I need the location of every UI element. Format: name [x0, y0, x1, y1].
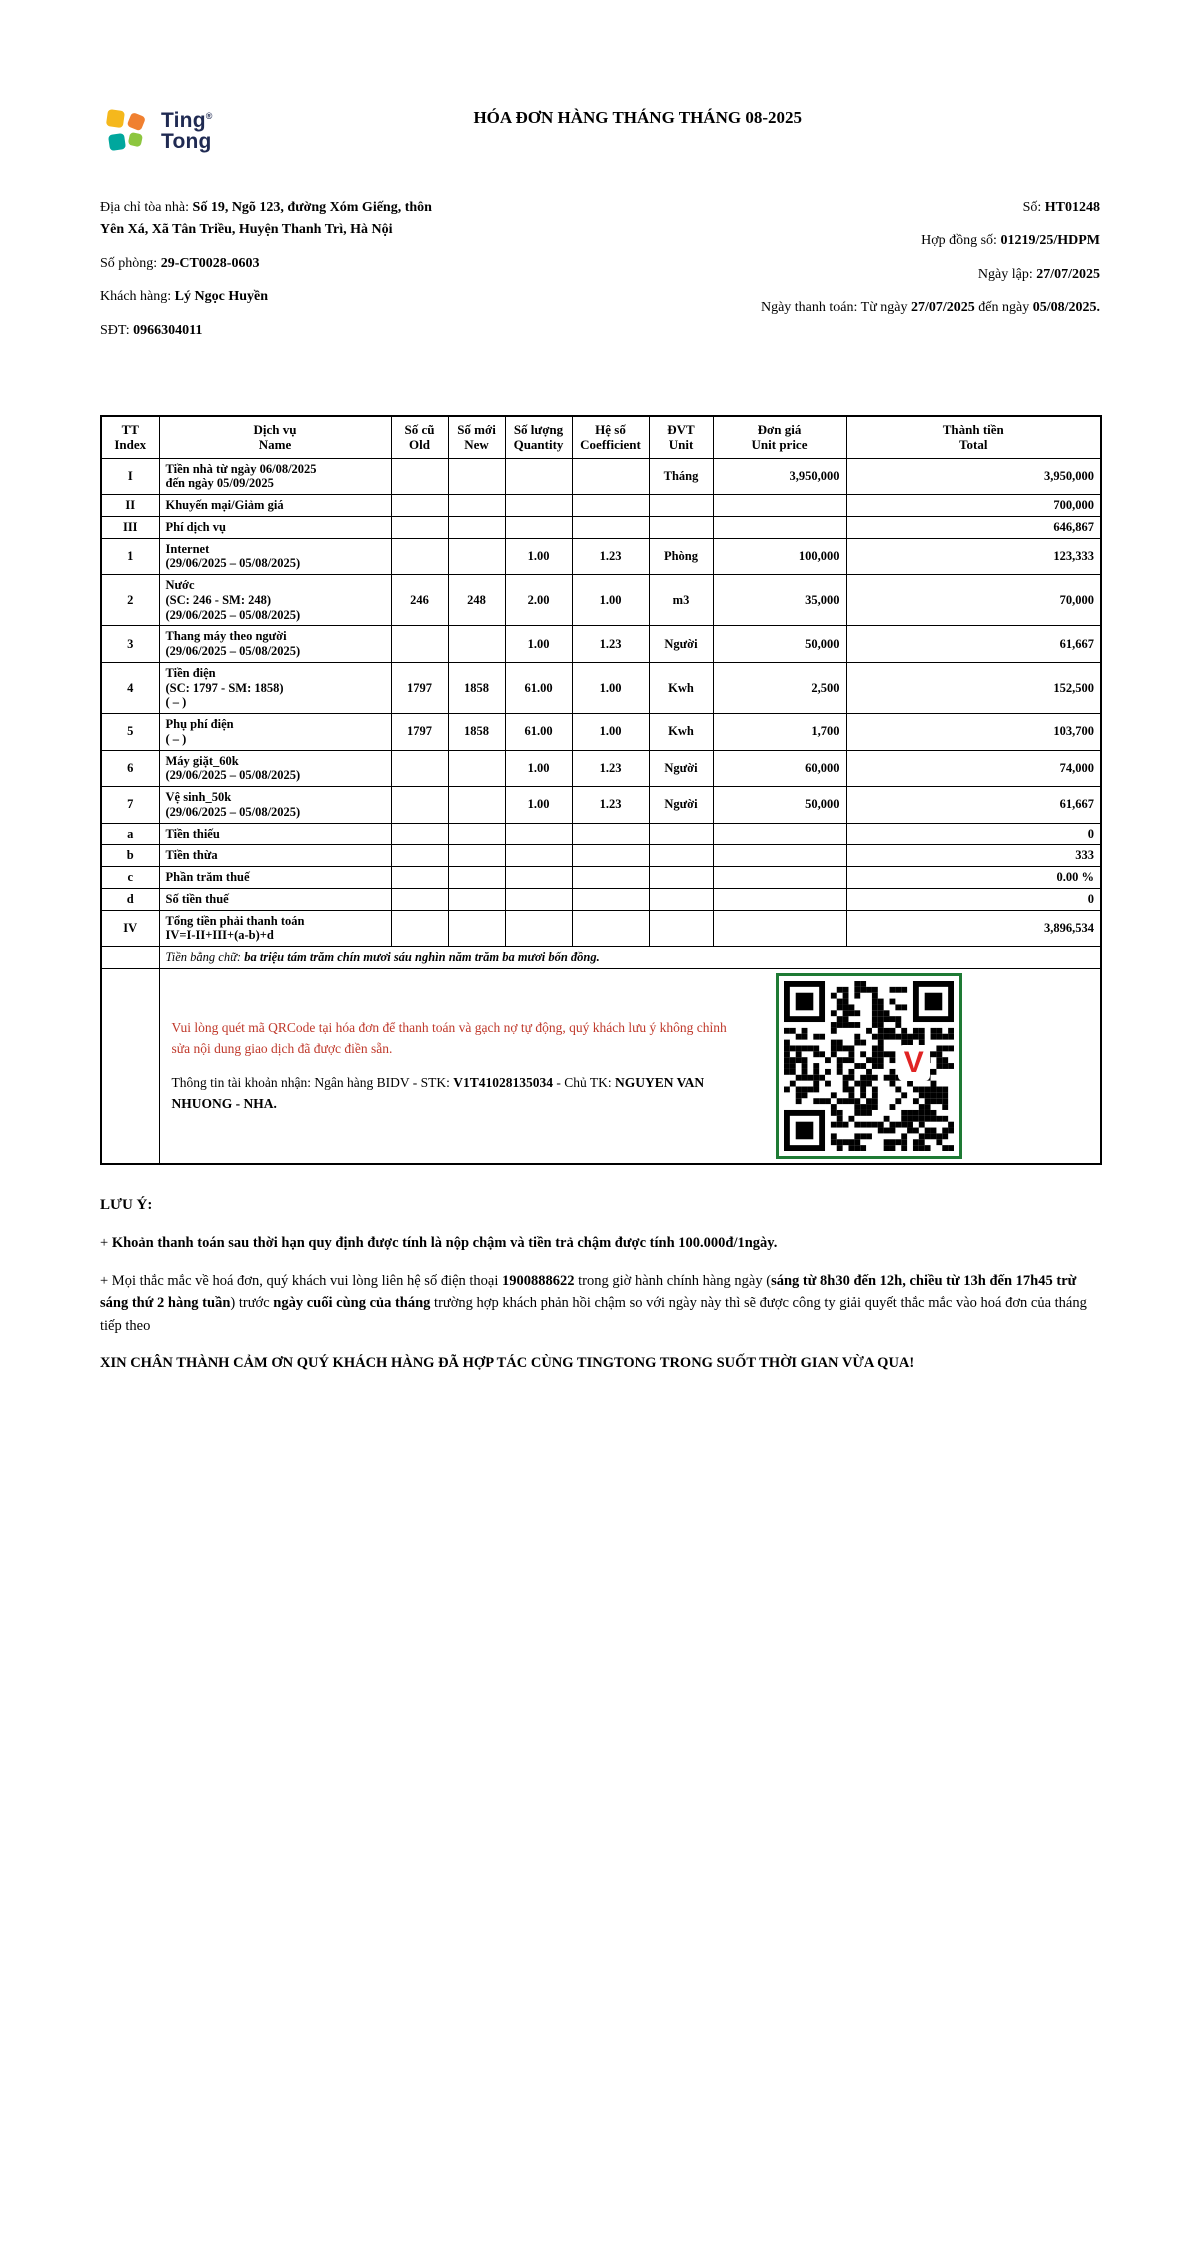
- cell-total: 3,896,534: [846, 910, 1101, 947]
- cell-unit-price: 60,000: [713, 750, 846, 787]
- room-number-line: [100, 253, 435, 275]
- header-label-en: Unit: [668, 437, 694, 453]
- qr-payment-cell: [159, 968, 1101, 1164]
- cell-coefficient: [572, 458, 649, 495]
- cell-old-reading: 1797: [391, 662, 448, 713]
- text-segment: Hợp đồng số:: [921, 233, 1001, 249]
- cell-old-reading: [391, 867, 448, 889]
- cell-coefficient: [572, 888, 649, 910]
- cell-coefficient: [572, 867, 649, 889]
- cell-total: 0: [846, 888, 1101, 910]
- cell-old-reading: [391, 495, 448, 517]
- header-label-vi: ĐVT: [667, 421, 695, 437]
- text-segment: - Chủ TK:: [552, 1074, 615, 1090]
- cell-unit-price: 1,700: [713, 714, 846, 751]
- cell-quantity: [505, 458, 572, 495]
- text-segment: HT01248: [1044, 200, 1100, 215]
- text-segment: 29-CT0028-0603: [160, 255, 260, 271]
- cell-new-reading: 248: [448, 575, 505, 626]
- cell-service-name: Phần trăm thuế: [159, 867, 391, 889]
- text-segment: 01219/25/HDPM: [1000, 233, 1100, 249]
- issue-date-line: [750, 264, 1100, 286]
- text-segment: Số phòng:: [100, 255, 161, 271]
- cell-old-reading: [391, 538, 448, 575]
- cell-unit: [649, 823, 713, 845]
- cell-new-reading: [448, 888, 505, 910]
- cell-unit: Phòng: [649, 538, 713, 575]
- text-segment: 05/08/2025.: [1032, 300, 1100, 316]
- qr-payment-text: [166, 1018, 777, 1115]
- header-label-en: Coefficient: [580, 437, 641, 453]
- cell-unit: [649, 516, 713, 538]
- customer-name-line: [100, 286, 435, 308]
- table-row: [101, 575, 1101, 626]
- header-label-en: Unit price: [751, 437, 808, 453]
- header-label-en: New: [464, 437, 489, 453]
- cell-unit: Người: [649, 750, 713, 787]
- cell-new-reading: [448, 787, 505, 824]
- header-label-vi: Thành tiền: [942, 421, 1004, 437]
- hotline-note: [100, 1270, 1100, 1337]
- cell-service-name: Tổng tiền phải thanh toán IV=I-II+III+(a-b)+d: [159, 910, 391, 947]
- cell-unit: [649, 495, 713, 517]
- cell-index: 1: [101, 538, 159, 575]
- text-segment: ngày cuối cùng của tháng: [273, 1295, 431, 1312]
- cell-new-reading: [448, 845, 505, 867]
- table-row: [101, 910, 1101, 947]
- text-segment: Khách hàng:: [100, 289, 175, 305]
- text-segment: SĐT:: [100, 322, 134, 338]
- cell-index: IV: [101, 910, 159, 947]
- table-row: [101, 867, 1101, 889]
- text-segment: đến ngày: [974, 300, 1033, 316]
- cell-service-name: Thang máy theo người (29/06/2025 – 05/08/2025): [159, 626, 391, 663]
- cell-service-name: Tiền thiếu: [159, 823, 391, 845]
- header-label-en: Quantity: [513, 437, 564, 453]
- cell-service-name: Phí dịch vụ: [159, 516, 391, 538]
- invoice-title: HÓA ĐƠN HÀNG THÁNG THÁNG 08-2025: [473, 108, 802, 127]
- cell-quantity: [505, 888, 572, 910]
- cell-service-name: Phụ phí điện ( – ): [159, 714, 391, 751]
- cell-service-name: Vệ sinh_50k (29/06/2025 – 05/08/2025): [159, 787, 391, 824]
- cell-index: 2: [101, 575, 159, 626]
- cell-new-reading: 1858: [448, 662, 505, 713]
- header-label-vi: Số mới: [457, 421, 496, 437]
- header-label-en: Name: [258, 437, 292, 453]
- cell-total: 333: [846, 845, 1101, 867]
- qr-payment-row: [101, 968, 1101, 1164]
- header-label-vi: Số cũ: [404, 421, 435, 437]
- table-footer-rows: [101, 947, 1101, 1165]
- cell-quantity: 1.00: [505, 787, 572, 824]
- header-label-en: Index: [114, 437, 147, 453]
- table-row: [101, 714, 1101, 751]
- cell-old-reading: [391, 845, 448, 867]
- cell-new-reading: [448, 750, 505, 787]
- cell-unit-price: 3,950,000: [713, 458, 846, 495]
- amount-in-words-label: Tiền bằng chữ:: [165, 950, 245, 965]
- cell-new-reading: [448, 626, 505, 663]
- cell-total: 3,950,000: [846, 458, 1101, 495]
- cell-new-reading: [448, 458, 505, 495]
- cell-coefficient: [572, 845, 649, 867]
- qr-code: [776, 973, 962, 1159]
- cell-index: 3: [101, 626, 159, 663]
- cell-coefficient: [572, 495, 649, 517]
- vietqr-v-logo: V: [898, 1045, 930, 1081]
- cell-new-reading: [448, 495, 505, 517]
- text-segment: V1T41028135034: [453, 1074, 553, 1090]
- cell-unit-price: [713, 910, 846, 947]
- qr-payment-layout: [166, 973, 1095, 1159]
- cell-old-reading: [391, 823, 448, 845]
- tingtong-logo: [100, 105, 213, 157]
- text-segment: + Mọi thắc mắc về hoá đơn, quý khách vui lòng liên hệ số điện thoại: [100, 1272, 503, 1289]
- cell-quantity: 1.00: [505, 626, 572, 663]
- text-segment: Lý Ngọc Huyền: [174, 289, 268, 305]
- cell-unit-price: [713, 845, 846, 867]
- header-label-vi: Đơn giá: [757, 421, 802, 437]
- column-header-service: [159, 416, 391, 458]
- column-header-index: [101, 416, 159, 458]
- cell-old-reading: [391, 750, 448, 787]
- cell-unit: m3: [649, 575, 713, 626]
- cell-index: c: [101, 867, 159, 889]
- cell-quantity: 61.00: [505, 714, 572, 751]
- table-row: [101, 823, 1101, 845]
- bank-account-info: [172, 1073, 749, 1115]
- table-row: [101, 845, 1101, 867]
- cell-new-reading: [448, 516, 505, 538]
- cell-quantity: [505, 495, 572, 517]
- cell-coefficient: [572, 516, 649, 538]
- cell-service-name: Internet (29/06/2025 – 05/08/2025): [159, 538, 391, 575]
- cell-index: 6: [101, 750, 159, 787]
- cell-old-reading: [391, 787, 448, 824]
- cell-unit-price: [713, 867, 846, 889]
- cell-new-reading: [448, 538, 505, 575]
- text-segment: Ngày lập:: [977, 266, 1037, 282]
- table-row: [101, 888, 1101, 910]
- cell-total: 103,700: [846, 714, 1101, 751]
- cell-coefficient: 1.00: [572, 662, 649, 713]
- cell-quantity: 1.00: [505, 750, 572, 787]
- text-segment: Số:: [1022, 200, 1045, 215]
- column-header-unit-price: [713, 416, 846, 458]
- header-label-vi: Hệ số: [595, 421, 626, 437]
- invoice-number-line: [750, 197, 1100, 219]
- text-segment: ) trước: [230, 1295, 274, 1312]
- cell-unit: [649, 845, 713, 867]
- cell-service-name: Nước (SC: 246 - SM: 248) (29/06/2025 – 05/08/2025): [159, 575, 391, 626]
- cell-index: d: [101, 888, 159, 910]
- cell-unit-price: [713, 516, 846, 538]
- cell-quantity: [505, 910, 572, 947]
- amount-in-words-value: ba triệu tám trăm chín mươi sáu nghìn năm trăm ba mươi bốn đồng.: [244, 950, 600, 965]
- cell-quantity: 2.00: [505, 575, 572, 626]
- cell-unit-price: [713, 888, 846, 910]
- invoice-header: [100, 105, 1100, 157]
- cell-quantity: 1.00: [505, 538, 572, 575]
- text-segment: 1900888622: [502, 1272, 575, 1289]
- cell-unit: Người: [649, 626, 713, 663]
- table-row: [101, 787, 1101, 824]
- cell-total: 70,000: [846, 575, 1101, 626]
- cell-service-name: Tiền nhà từ ngày 06/08/2025 đến ngày 05/09/2025: [159, 458, 391, 495]
- text-segment: trường hợp khách phản hồi chậm so với ngày này thì sẽ được công ty giải quyết thắc mắc vào hoá đơn của tháng tiếp theo: [100, 1295, 1087, 1334]
- cell-index: II: [101, 495, 159, 517]
- header-label-en: Total: [959, 437, 988, 453]
- text-segment: 0966304011: [133, 322, 203, 338]
- cell-service-name: Máy giặt_60k (29/06/2025 – 05/08/2025): [159, 750, 391, 787]
- customer-info-column: [100, 197, 435, 353]
- text-segment: +: [100, 1235, 112, 1252]
- cell-old-reading: [391, 626, 448, 663]
- table-row: [101, 495, 1101, 517]
- wordmark-line-1: [161, 110, 213, 131]
- header-label-vi: TT: [121, 421, 139, 437]
- cell-index: III: [101, 516, 159, 538]
- cell-unit: [649, 888, 713, 910]
- cell-unit-price: 50,000: [713, 626, 846, 663]
- table-row: [101, 516, 1101, 538]
- cell-total: 61,667: [846, 626, 1101, 663]
- cell-quantity: [505, 845, 572, 867]
- cell-new-reading: 1858: [448, 714, 505, 751]
- text-segment: 27/07/2025: [1036, 266, 1100, 282]
- cell-coefficient: 1.23: [572, 787, 649, 824]
- cell-coefficient: 1.00: [572, 575, 649, 626]
- table-header-row: [101, 416, 1101, 458]
- cell-total: 0.00 %: [846, 867, 1101, 889]
- column-header-old: [391, 416, 448, 458]
- cell-total: 0: [846, 823, 1101, 845]
- cell-index: 7: [101, 787, 159, 824]
- cell-quantity: 61.00: [505, 662, 572, 713]
- invoice-table-body: [101, 458, 1101, 947]
- cell-index: a: [101, 823, 159, 845]
- cell-coefficient: 1.00: [572, 714, 649, 751]
- cell-service-name: Khuyến mại/Giảm giá: [159, 495, 391, 517]
- cell-index: [101, 968, 159, 1164]
- cell-unit: Tháng: [649, 458, 713, 495]
- column-header-total: [846, 416, 1101, 458]
- cell-unit: Người: [649, 787, 713, 824]
- cell-unit: [649, 867, 713, 889]
- header-label-vi: Dịch vụ: [253, 421, 297, 437]
- tingtong-wordmark: [161, 110, 213, 153]
- cell-unit: [649, 910, 713, 947]
- header-label-vi: Số lượng: [513, 421, 564, 437]
- notes-section: [100, 1197, 1100, 1374]
- text-segment: Số 19, Ngõ 123, đường Xóm Giếng, thôn Yên Xá, Xã Tân Triều, Huyện Thanh Trì, Hà Nội: [100, 200, 432, 238]
- amount-in-words-row: [101, 947, 1101, 969]
- contract-number-line: [750, 230, 1100, 252]
- table-row: [101, 750, 1101, 787]
- registered-mark: ®: [205, 110, 213, 121]
- column-header-quantity: [505, 416, 572, 458]
- text-segment: NGUYEN VAN NHUONG - NHA.: [171, 1074, 705, 1111]
- phone-number-line: [100, 320, 435, 342]
- notes-heading: LƯU Ý:: [100, 1197, 153, 1214]
- cell-service-name: Số tiền thuế: [159, 888, 391, 910]
- table-row: [101, 662, 1101, 713]
- cell-total: 74,000: [846, 750, 1101, 787]
- invoice-table-head: [101, 416, 1101, 458]
- cell-coefficient: 1.23: [572, 538, 649, 575]
- cell-old-reading: [391, 458, 448, 495]
- cell-old-reading: [391, 516, 448, 538]
- cell-index: 4: [101, 662, 159, 713]
- thank-you-note: XIN CHÂN THÀNH CẢM ƠN QUÝ KHÁCH HÀNG ĐÃ HỢP TÁC CÙNG TINGTONG TRONG SUỐT THỜI GIAN VỪA QUA!: [100, 1355, 915, 1372]
- brand-tong: Tong: [161, 130, 212, 153]
- text-segment: Ngày thanh toán: Từ ngày: [760, 300, 911, 316]
- cell-service-name: Tiền thừa: [159, 845, 391, 867]
- cell-old-reading: 1797: [391, 714, 448, 751]
- cell-total: 700,000: [846, 495, 1101, 517]
- qr-instruction-note: Vui lòng quét mã QRCode tại hóa đơn để thanh toán và gạch nợ tự động, quý khách lưu ý không chỉnh sửa nội dung giao dịch đã được điền sẵn.: [171, 1019, 727, 1056]
- late-payment-note: [100, 1232, 1100, 1254]
- cell-unit-price: 2,500: [713, 662, 846, 713]
- cell-coefficient: [572, 910, 649, 947]
- cell-unit-price: [713, 495, 846, 517]
- column-header-unit: [649, 416, 713, 458]
- invoice-table: [100, 415, 1102, 1165]
- cell-index: I: [101, 458, 159, 495]
- cell-old-reading: 246: [391, 575, 448, 626]
- cell-old-reading: [391, 910, 448, 947]
- text-segment: sáng từ 8h30 đến 12h, chiều từ 13h đến 17h45 trừ sáng thứ 2 hàng tuần: [100, 1272, 1077, 1312]
- cell-coefficient: [572, 823, 649, 845]
- cell-unit-price: 100,000: [713, 538, 846, 575]
- column-header-new: [448, 416, 505, 458]
- header-label-en: Old: [409, 437, 430, 453]
- tingtong-logo-icon: [100, 105, 152, 157]
- cell-total: 646,867: [846, 516, 1101, 538]
- cell-quantity: [505, 867, 572, 889]
- cell-old-reading: [391, 888, 448, 910]
- cell-unit: Kwh: [649, 662, 713, 713]
- cell-total: 61,667: [846, 787, 1101, 824]
- amount-in-words-cell: [159, 947, 1101, 969]
- text-segment: 27/07/2025: [911, 300, 975, 316]
- payment-period-line: [750, 297, 1100, 319]
- cell-coefficient: 1.23: [572, 750, 649, 787]
- cell-total: 123,333: [846, 538, 1101, 575]
- cell-quantity: [505, 516, 572, 538]
- cell-unit: Kwh: [649, 714, 713, 751]
- cell-unit-price: 50,000: [713, 787, 846, 824]
- brand-ting: Ting: [161, 108, 206, 132]
- text-segment: Địa chỉ tòa nhà:: [100, 200, 193, 215]
- text-segment: Thông tin tài khoản nhận: Ngân hàng BIDV - STK:: [171, 1074, 454, 1090]
- cell-index: b: [101, 845, 159, 867]
- cell-new-reading: [448, 910, 505, 947]
- column-header-coefficient: [572, 416, 649, 458]
- cell-new-reading: [448, 867, 505, 889]
- cell-index: [101, 947, 159, 969]
- cell-index: 5: [101, 714, 159, 751]
- invoice-meta-column: [750, 197, 1100, 353]
- table-row: [101, 538, 1101, 575]
- building-address-line: [100, 197, 435, 242]
- cell-quantity: [505, 823, 572, 845]
- cell-coefficient: 1.23: [572, 626, 649, 663]
- cell-unit-price: [713, 823, 846, 845]
- invoice-info-section: [100, 197, 1100, 353]
- cell-total: 152,500: [846, 662, 1101, 713]
- text-segment: trong giờ hành chính hàng ngày (: [574, 1272, 772, 1289]
- cell-new-reading: [448, 823, 505, 845]
- table-row: [101, 626, 1101, 663]
- cell-unit-price: 35,000: [713, 575, 846, 626]
- text-segment: Khoản thanh toán sau thời hạn quy định được tính là nộp chậm và tiền trả chậm được tính 100.000đ/1ngày.: [111, 1235, 778, 1252]
- table-row: [101, 458, 1101, 495]
- cell-service-name: Tiền điện (SC: 1797 - SM: 1858) ( – ): [159, 662, 391, 713]
